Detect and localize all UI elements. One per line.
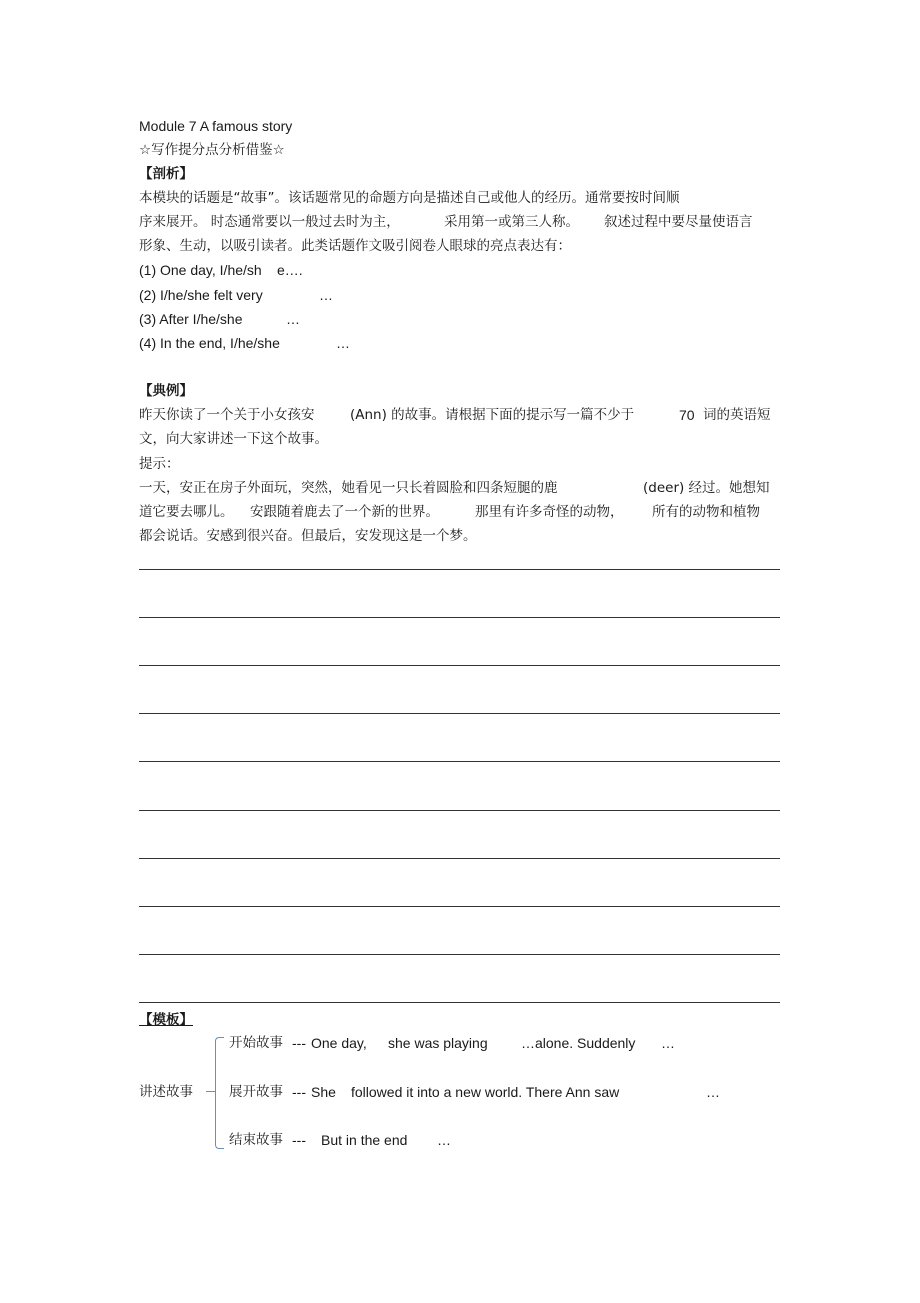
- analysis-line-2-part-3: 叙述过程中要尽量使语言: [604, 214, 753, 230]
- writing-line-6[interactable]: [139, 810, 780, 811]
- writing-line-7[interactable]: [139, 858, 780, 859]
- hint-line-2-part-4: 所有的动物和植物: [652, 504, 760, 520]
- point-2-ellipsis: …: [319, 287, 333, 303]
- writing-line-8[interactable]: [139, 906, 780, 907]
- document-subtitle: ☆写作提分点分析借鉴☆: [139, 142, 285, 158]
- template-row-develop-dash: ---: [292, 1084, 306, 1100]
- analysis-line-2-part-2: 采用第一或第三人称。: [444, 214, 579, 230]
- template-row-end-ellipsis: …: [437, 1132, 451, 1148]
- point-2-text: (2) I/he/she felt very: [139, 287, 263, 303]
- hint-line-1-part-2: (deer) 经过。她想知: [643, 480, 770, 496]
- template-row-end-text-1: But in the end: [321, 1132, 408, 1148]
- template-row-end-dash: ---: [292, 1132, 306, 1148]
- example-line-1-part-1: 昨天你读了一个关于小女孩安: [139, 407, 315, 423]
- writing-line-9[interactable]: [139, 954, 780, 955]
- writing-line-1[interactable]: [139, 569, 780, 570]
- template-row-develop-text-1: She: [311, 1084, 336, 1100]
- writing-line-3[interactable]: [139, 665, 780, 666]
- template-row-develop-ellipsis: …: [706, 1084, 720, 1100]
- document-title: Module 7 A famous story: [139, 118, 293, 134]
- writing-line-5[interactable]: [139, 761, 780, 762]
- point-3-ellipsis: …: [286, 311, 300, 327]
- template-row-start-ellipsis: …: [661, 1035, 675, 1051]
- hint-line-3: 都会说话。安感到很兴奋。但最后，安发现这是一个梦。: [139, 528, 477, 544]
- hint-line-2-part-2: 安跟随着鹿去了一个新的世界。: [250, 504, 439, 520]
- template-row-start-text-1: One day,: [311, 1035, 367, 1051]
- example-line-1-number: 70: [679, 407, 695, 423]
- point-1-text: (1) One day, I/he/sh: [139, 262, 262, 278]
- writing-line-2[interactable]: [139, 617, 780, 618]
- template-side-label: 讲述故事: [139, 1084, 193, 1100]
- template-row-end-label: 结束故事: [229, 1132, 283, 1148]
- example-line-1-part-3: 词的英语短: [703, 407, 771, 423]
- analysis-line-3: 形象、生动，以吸引读者。此类话题作文吸引阅卷人眼球的亮点表达有：: [139, 238, 571, 254]
- example-heading: 【典例】: [139, 383, 193, 399]
- example-line-1-part-2: (Ann) 的故事。请根据下面的提示写一篇不少于: [350, 407, 635, 423]
- template-row-develop-label: 展开故事: [229, 1084, 283, 1100]
- hint-line-2-part-3: 那里有许多奇怪的动物，: [475, 504, 624, 520]
- template-row-start-label: 开始故事: [229, 1035, 283, 1051]
- point-4-ellipsis: …: [336, 335, 350, 351]
- point-4-text: (4) In the end, I/he/she: [139, 335, 280, 351]
- analysis-line-2-part-1: 序来展开。 时态通常要以一般过去时为主，: [139, 214, 400, 230]
- hint-line-2-part-1: 道它要去哪儿。: [139, 504, 234, 520]
- analysis-line-1: 本模块的话题是“故事”。该话题常见的命题方向是描述自己或他人的经历。通常要按时间顺: [139, 190, 680, 206]
- writing-line-10[interactable]: [139, 1002, 780, 1003]
- template-brace-icon: [215, 1037, 224, 1149]
- template-row-start-dash: ---: [292, 1035, 306, 1051]
- point-3-text: (3) After I/he/she: [139, 311, 243, 327]
- point-1-ellipsis: e….: [277, 262, 303, 278]
- analysis-heading: 【剖析】: [139, 166, 193, 182]
- writing-line-4[interactable]: [139, 713, 780, 714]
- example-line-2: 文，向大家讲述一下这个故事。: [139, 431, 328, 447]
- template-brace-tick-icon: [206, 1091, 215, 1092]
- template-heading: 【模板】: [139, 1012, 193, 1028]
- hint-label: 提示：: [139, 456, 180, 472]
- template-row-start-text-2: she was playing: [388, 1035, 488, 1051]
- template-row-develop-text-2: followed it into a new world. There Ann saw: [351, 1084, 620, 1100]
- hint-line-1-part-1: 一天，安正在房子外面玩，突然，她看见一只长着圆脸和四条短腿的鹿: [139, 480, 558, 496]
- template-row-start-text-3: …alone. Suddenly: [521, 1035, 636, 1051]
